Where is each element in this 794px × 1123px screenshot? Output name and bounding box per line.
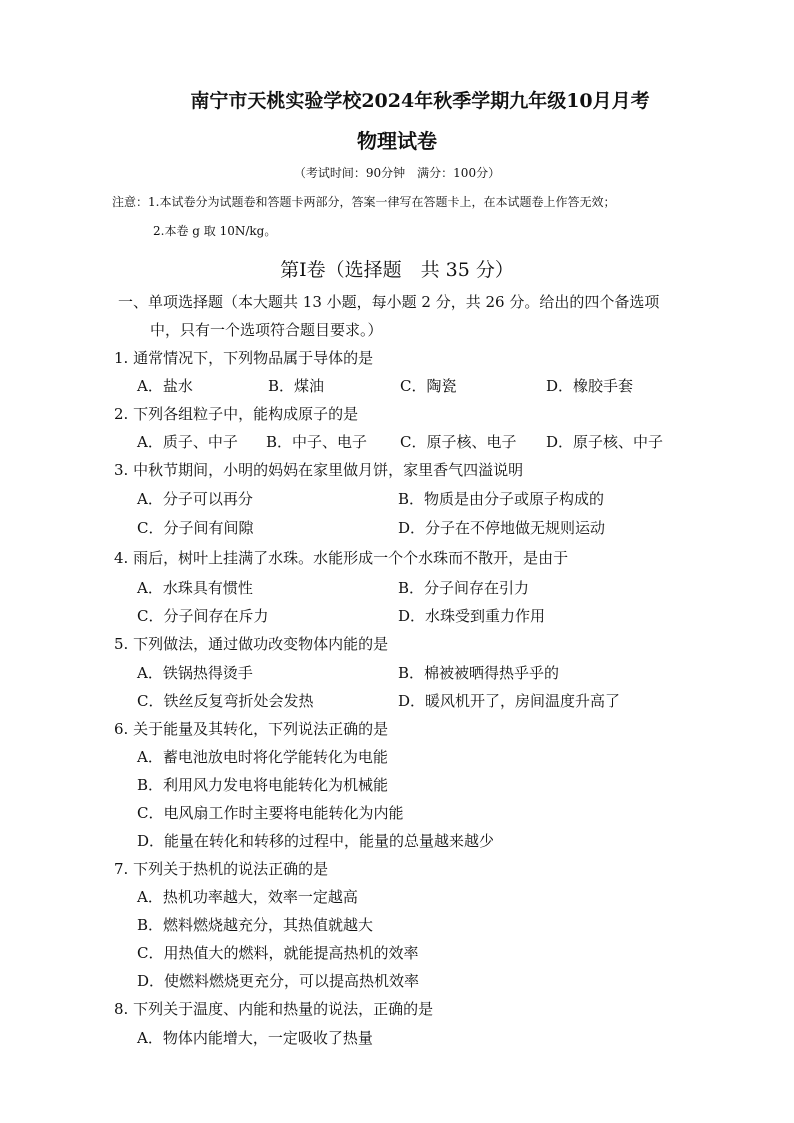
question-7-option-a: A．热机功率越大，效率一定越高 bbox=[137, 888, 358, 906]
exam-title: 南宁市天桃实验学校2024年秋季学期九年级10月月考 bbox=[190, 90, 650, 112]
question-6-option-d: D．能量在转化和转移的过程中，能量的总量越来越少 bbox=[137, 832, 495, 850]
question-4-option-a: A．水珠具有惯性 bbox=[137, 579, 253, 597]
question-7-option-b: B．燃料燃烧越充分，其热值就越大 bbox=[137, 916, 374, 934]
notice-line-1: 注意：1.本试卷分为试题卷和答题卡两部分，答案一律写在答题卡上，在本试题卷上作答无效； bbox=[112, 195, 616, 209]
section-instruction-2: 中，只有一个选项符合题目要求。） bbox=[150, 321, 383, 339]
section-title: 第Ⅰ卷（选择题 共 35 分） bbox=[280, 259, 514, 281]
question-4-option-b: B．分子间存在引力 bbox=[398, 579, 530, 597]
question-2-option-a: A．质子、中子 bbox=[137, 433, 238, 451]
question-5-option-a: A．铁锅热得烫手 bbox=[137, 664, 253, 682]
question-7-stem: 7. 下列关于热机的说法正确的是 bbox=[114, 860, 329, 878]
question-2-option-c: C．原子核、电子 bbox=[400, 433, 517, 451]
exam-info: （考试时间：90分钟 满分：100分） bbox=[293, 166, 501, 180]
question-1-option-c: C．陶瓷 bbox=[400, 377, 457, 395]
exam-subject-title: 物理试卷 bbox=[357, 129, 437, 153]
question-3-stem: 3. 中秋节期间，小明的妈妈在家里做月饼，家里香气四溢说明 bbox=[114, 461, 524, 479]
question-1-option-a: A．盐水 bbox=[137, 377, 193, 395]
question-6-option-c: C．电风扇工作时主要将电能转化为内能 bbox=[137, 804, 404, 822]
question-5-option-c: C．铁丝反复弯折处会发热 bbox=[137, 692, 314, 710]
question-1-stem: 1. 通常情况下，下列物品属于导体的是 bbox=[114, 349, 374, 367]
question-5-option-b: B．棉被被晒得热乎乎的 bbox=[398, 664, 560, 682]
question-1-option-d: D．橡胶手套 bbox=[546, 377, 634, 395]
question-4-stem: 4. 雨后，树叶上挂满了水珠。水能形成一个个水珠而不散开，是由于 bbox=[114, 549, 569, 567]
question-2-option-d: D．原子核、中子 bbox=[546, 433, 664, 451]
question-6-stem: 6. 关于能量及其转化，下列说法正确的是 bbox=[114, 720, 389, 738]
question-5-option-d: D．暖风机开了，房间温度升高了 bbox=[398, 692, 621, 710]
question-6-option-b: B．利用风力发电将电能转化为机械能 bbox=[137, 776, 389, 794]
notice-line-2: 2.本卷 g 取 10N/kg。 bbox=[153, 224, 277, 238]
question-4-option-c: C．分子间存在斥力 bbox=[137, 607, 269, 625]
question-1-option-b: B．煤油 bbox=[268, 377, 325, 395]
question-3-option-a: A．分子可以再分 bbox=[137, 490, 253, 508]
question-2-option-b: B．中子、电子 bbox=[266, 433, 368, 451]
question-5-stem: 5. 下列做法，通过做功改变物体内能的是 bbox=[114, 635, 389, 653]
question-3-option-d: D．分子在不停地做无规则运动 bbox=[398, 519, 606, 537]
question-8-stem: 8. 下列关于温度、内能和热量的说法，正确的是 bbox=[114, 1000, 434, 1018]
question-7-option-d: D．使燃料燃烧更充分，可以提高热机效率 bbox=[137, 972, 420, 990]
question-4-option-d: D．水珠受到重力作用 bbox=[398, 607, 546, 625]
question-3-option-c: C．分子间有间隙 bbox=[137, 519, 254, 537]
question-2-stem: 2. 下列各组粒子中，能构成原子的是 bbox=[114, 405, 359, 423]
question-6-option-a: A．蓄电池放电时将化学能转化为电能 bbox=[137, 748, 388, 766]
question-7-option-c: C．用热值大的燃料，就能提高热机的效率 bbox=[137, 944, 419, 962]
question-3-option-b: B．物质是由分子或原子构成的 bbox=[398, 490, 605, 508]
question-8-option-a: A．物体内能增大，一定吸收了热量 bbox=[137, 1029, 373, 1047]
section-instruction-1: 一、单项选择题（本大题共 13 小题，每小题 2 分，共 26 分。给出的四个备选项 bbox=[118, 293, 660, 311]
